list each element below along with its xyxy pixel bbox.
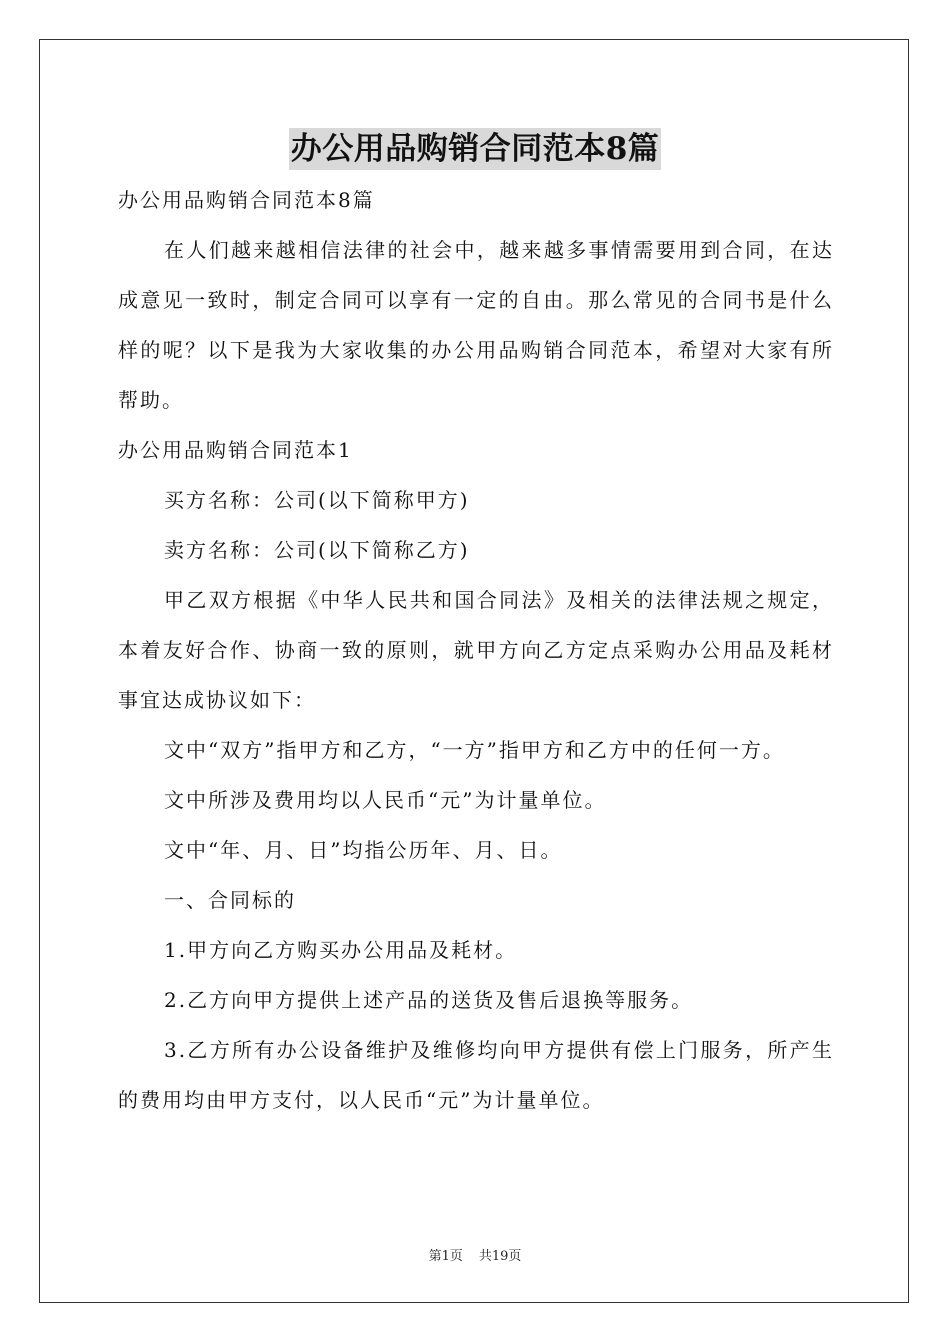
paragraph-clause-1: 1.甲方向乙方购买办公用品及耗材。	[164, 938, 518, 962]
paragraph-definition-currency: 文中所涉及费用均以人民币“元”为计量单位。	[164, 788, 607, 812]
page-total: 共19页	[478, 1249, 522, 1264]
paragraph-agreement: 甲乙双方根据《中华人民共和国合同法》及相关的法律法规之规定，本着友好合作、协商一致的原则，就甲方向乙方定点采购办公用品及耗材事宜达成协议如下：	[118, 588, 834, 712]
document-title: 办公用品购销合同范本8篇	[289, 128, 662, 170]
paragraph-definition-parties: 文中“双方”指甲方和乙方，“一方”指甲方和乙方中的任何一方。	[164, 738, 785, 762]
paragraph-definition-dates: 文中“年、月、日”均指公历年、月、日。	[164, 838, 563, 862]
paragraph-buyer: 买方名称：公司(以下简称甲方)	[164, 488, 470, 512]
paragraph-clause-heading: 一、合同标的	[164, 888, 296, 912]
paragraph-clause-2: 2.乙方向甲方提供上述产品的送货及售后退换等服务。	[164, 988, 694, 1012]
paragraph-section-heading: 办公用品购销合同范本1	[118, 438, 353, 462]
paragraph-seller: 卖方名称：公司(以下简称乙方)	[164, 538, 470, 562]
paragraph-clause-3: 3.乙方所有办公设备维护及维修均向甲方提供有偿上门服务，所产生的费用均由甲方支付，以人民币“元”为计量单位。	[118, 1038, 834, 1112]
page-number: 第1页	[428, 1249, 463, 1264]
paragraph-intro: 在人们越来越相信法律的社会中，越来越多事情需要用到合同，在达成意见一致时，制定合同可以享有一定的自由。那么常见的合同书是什么样的呢？以下是我为大家收集的办公用品购销合同范本，希望对大家有所帮助。	[118, 238, 834, 412]
page-footer	[0, 1247, 950, 1267]
title-container	[0, 128, 950, 170]
paragraph-subtitle: 办公用品购销合同范本8篇	[118, 188, 375, 212]
document-body	[118, 175, 834, 1125]
